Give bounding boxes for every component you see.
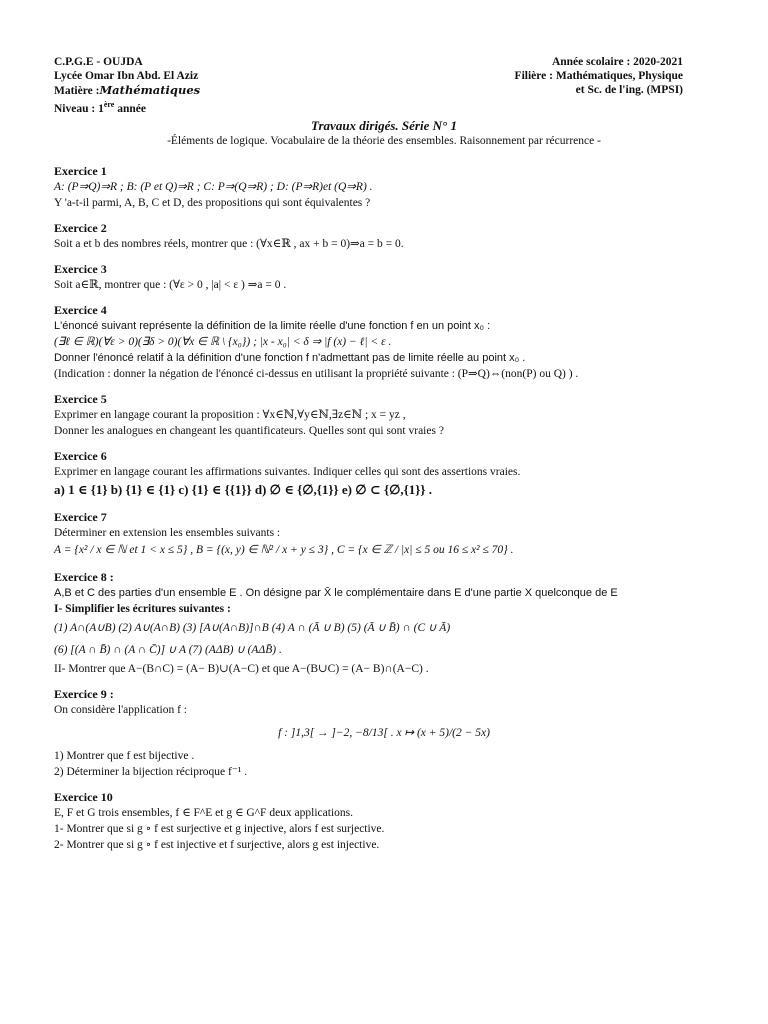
exercise-line: A: (P⇒Q)⇒R ; B: (P et Q)⇒R ; C: P⇒(Q⇒R) ; D: (P⇒R)et (Q⇒R) . bbox=[54, 181, 373, 193]
exercise-line: Y 'a-t-il parmi, A, B, C et D, des propositions qui sont équivalentes ? bbox=[54, 197, 371, 209]
header-lycee: Lycée Omar Ibn Abd. El Aziz bbox=[54, 70, 199, 82]
exercise-title: Exercice 3 bbox=[54, 262, 107, 276]
exercise-line: 1) Montrer que f est bijective . bbox=[54, 750, 195, 762]
exercise-2 bbox=[54, 221, 714, 252]
exercise-line: Donner les analogues en changeant les quantificateurs. Quelles sont qui sont vraies ? bbox=[54, 425, 444, 437]
exercise-line: (∃ℓ ∈ ℝ)(∀ε > 0)(∃δ > 0)(∀x ∈ ℝ \ {x₀}) ; |x - x₀| < δ ⇒ |f (x) − ℓ| < ε . bbox=[54, 336, 392, 348]
exercise-title: Exercice 5 bbox=[54, 392, 107, 406]
exercise-line: L'énoncé suivant représente la définition de la limite réelle d'une fonction f en un point x₀ : bbox=[54, 320, 491, 332]
exercise-line: A,B et C des parties d'un ensemble E . On désigne par X̄ le complémentaire dans E d'une partie X quelconque de E bbox=[54, 587, 618, 599]
exercise-title: Exercice 2 bbox=[54, 221, 107, 235]
exercise-line: Déterminer en extension les ensembles suivants : bbox=[54, 527, 281, 539]
exercise-line: Exprimer en langage courant la proposition : ∀x∈ℕ,∀y∈ℕ,∃z∈ℕ ; x = yz , bbox=[54, 409, 406, 421]
exercise-title: Exercice 9 : bbox=[54, 687, 114, 701]
exercise-4 bbox=[54, 303, 714, 382]
exercise-3 bbox=[54, 262, 714, 293]
exercise-line: (1) A∩(A∪B) (2) A∪(A∩B) (3) [A∪(A∩B)]∩B (4) A ∩ (Ā ∪ B) (5) (Ā ∪ B̄) ∩ (C ∪ Ā) bbox=[54, 622, 451, 634]
exercise-title: Exercice 7 bbox=[54, 510, 107, 524]
exercise-line: f : ]1,3[ → ]−2, −8/13[ . x ↦ (x + 5)/(2 − 5x) bbox=[278, 727, 490, 739]
exercise-line: Exprimer en langage courant les affirmations suivantes. Indiquer celles qui sont des assertions vraies. bbox=[54, 466, 521, 478]
header-school: C.P.G.E - OUJDA bbox=[54, 56, 143, 68]
header-left bbox=[54, 55, 200, 116]
exercise-9 bbox=[54, 687, 714, 780]
exercise-line: Soit a∈ℝ, montrer que : (∀ε > 0 , |a| < ε ) ⇒a = 0 . bbox=[54, 279, 287, 291]
exercise-line: a) 1 ∈ {1} b) {1} ∈ {1} c) {1} ∈ {{1}} d) ∅ ∈ {∅,{1}} e) ∅ ⊂ {∅,{1}} . bbox=[54, 482, 433, 497]
exercise-line: II- Montrer que A−(B∩C) = (A− B)∪(A−C) et que A−(B∪C) = (A− B)∩(A−C) . bbox=[54, 663, 429, 675]
exercise-line: 2- Montrer que si g ∘ f est injective et f surjective, alors g est injective. bbox=[54, 839, 380, 851]
exercise-title: Exercice 10 bbox=[54, 790, 113, 804]
exercise-5 bbox=[54, 392, 714, 439]
header-right bbox=[515, 55, 683, 97]
exercise-line: Soit a et b des nombres réels, montrer que : (∀x∈ℝ , ax + b = 0)⇒a = b = 0. bbox=[54, 238, 404, 250]
exercise-8 bbox=[54, 570, 714, 677]
exercise-line: On considère l'application f : bbox=[54, 704, 188, 716]
exercise-line: (6) [(A ∩ B̄) ∩ (A ∩ C̄)] ∪ A (7) (AΔB) ∪ (AΔB̄) . bbox=[54, 644, 282, 656]
header-year: Année scolaire : 2020-2021 bbox=[551, 56, 683, 68]
header-subject: Matière :Mathématiques bbox=[54, 83, 201, 97]
exercise-line: I- Simplifier les écritures suivantes : bbox=[54, 603, 231, 615]
exercise-7 bbox=[54, 510, 714, 560]
exercise-title: Exercice 4 bbox=[54, 303, 107, 317]
exercise-title: Exercice 1 bbox=[54, 164, 107, 178]
page-title: Travaux dirigés. Série N° 1 bbox=[311, 118, 457, 133]
exercise-line: A = {x² / x ∈ ℕ et 1 < x ≤ 5} , B = {(x, y) ∈ ℕ² / x + y ≤ 3} , C = {x ∈ ℤ / |x| ≤ 5 ou 16 ≤ x² ≤ 70} . bbox=[54, 544, 514, 556]
exercise-list bbox=[54, 160, 714, 863]
exercise-title: Exercice 8 : bbox=[54, 570, 114, 584]
header-filiere-2: et Sc. de l'ing. (MPSI) bbox=[575, 84, 683, 96]
exercise-line: Donner l'énoncé relatif à la définition d'une fonction f n'admettant pas de limite réelle au point x₀ . bbox=[54, 352, 526, 364]
exercise-1 bbox=[54, 164, 714, 211]
exercise-title: Exercice 6 bbox=[54, 449, 107, 463]
header-filiere: Filière : Mathématiques, Physique bbox=[514, 70, 683, 82]
exercise-line: 2) Déterminer la bijection réciproque f⁻¹ . bbox=[54, 766, 248, 778]
header-level: Niveau : 1ère année bbox=[54, 100, 146, 115]
page-subtitle: -Éléments de logique. Vocabulaire de la théorie des ensembles. Raisonnement par récurrence - bbox=[167, 135, 601, 147]
exercise-line: (Indication : donner la négation de l'énoncé ci-dessus en utilisant la propriété suivante : (P⇒Q)⇔(non(P) ou Q) ) . bbox=[54, 368, 579, 380]
exercise-10 bbox=[54, 790, 714, 853]
exercise-line: 1- Montrer que si g ∘ f est surjective et g injective, alors f est surjective. bbox=[54, 823, 385, 835]
exercise-6 bbox=[54, 449, 714, 500]
exercise-line: E, F et G trois ensembles, f ∈ F^E et g ∈ G^F deux applications. bbox=[54, 807, 353, 819]
